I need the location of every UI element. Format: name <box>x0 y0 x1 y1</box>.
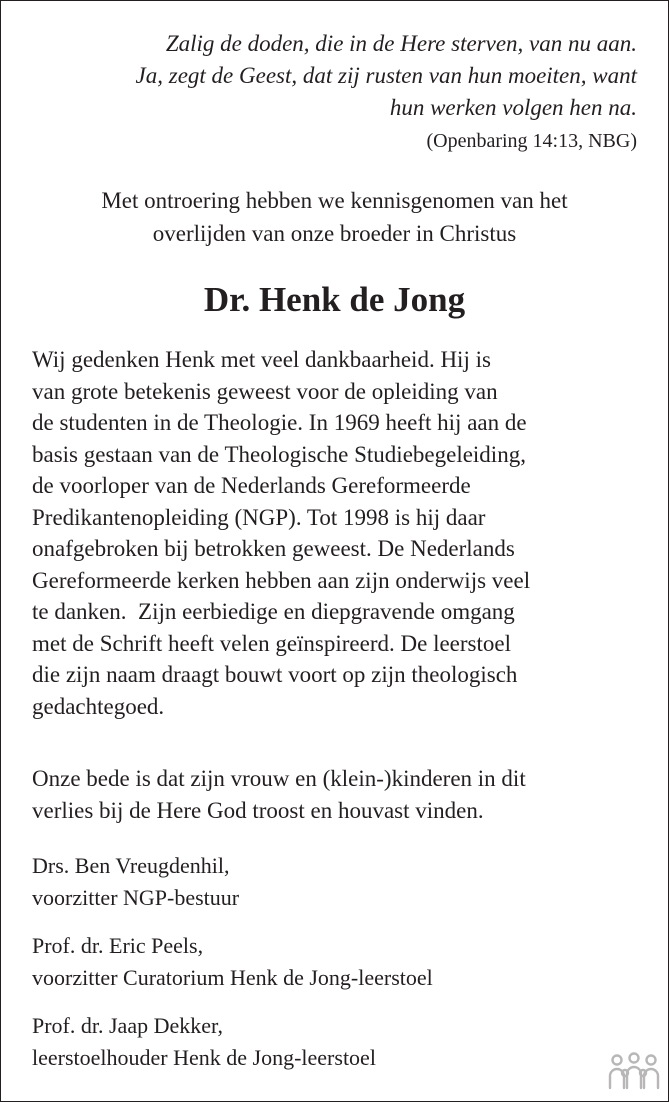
intro-text <box>0 184 669 250</box>
people-group-icon <box>607 1052 661 1092</box>
body-line: basis gestaan van de Theologische Studiebegeleiding, <box>32 441 526 467</box>
intro-line: Met ontroering hebben we kennisgenomen van het <box>101 188 568 213</box>
signature-block <box>32 930 433 994</box>
body-line: die zijn naam draagt bouwt voort op zijn theologisch <box>32 662 518 687</box>
body-line: met de Schrift heeft velen geïnspireerd. De leerstoel <box>32 630 511 656</box>
signer-role: voorzitter NGP-bestuur <box>32 885 240 910</box>
quote-line: hun werken volgen hen na. <box>389 95 637 120</box>
body-line: gedachtegoed. <box>32 693 165 719</box>
body-line: de voorloper van de Nederlands Gereformeerde <box>32 473 471 498</box>
body-line: Gereformeerde kerken hebben aan zijn onderwijs veel <box>32 567 531 593</box>
signer-role: voorzitter Curatorium Henk de Jong-leerstoel <box>32 965 433 990</box>
signature-block <box>32 850 239 914</box>
body-line: Predikantenopleiding (NGP). Tot 1998 is hij daar <box>32 504 486 530</box>
prayer-text <box>32 763 640 827</box>
quote-line: Ja, zegt de Geest, dat zij rusten van hun moeiten, want <box>135 63 637 88</box>
bible-quote <box>37 28 637 124</box>
body-line: te danken. Zijn eerbiedige en diepgravende omgang <box>32 599 515 624</box>
prayer-line: Onze bede is dat zijn vrouw en (klein-)kinderen in dit <box>32 766 526 791</box>
body-line: Wij gedenken Henk met veel dankbaarheid. Hij is <box>32 347 491 372</box>
quote-line: Zalig de doden, die in de Here sterven, van nu aan. <box>165 31 637 56</box>
signature-block <box>32 1010 376 1074</box>
body-line: onafgebroken bij betrokken geweest. De Nederlands <box>32 536 515 561</box>
signer-role: leerstoelhouder Henk de Jong-leerstoel <box>32 1045 376 1070</box>
intro-line: overlijden van onze broeder in Christus <box>152 221 517 246</box>
signer-name: Prof. dr. Eric Peels, <box>32 933 204 958</box>
memorial-text <box>32 344 640 722</box>
quote-reference: (Openbaring 14:13, NBG) <box>426 130 637 152</box>
deceased-name: Dr. Henk de Jong <box>203 280 466 319</box>
prayer-line: verlies bij de Here God troost en houvast vinden. <box>32 798 484 823</box>
body-line: de studenten in de Theologie. In 1969 heeft hij aan de <box>32 410 527 435</box>
signer-name: Prof. dr. Jaap Dekker, <box>32 1013 223 1038</box>
body-line: van grote betekenis geweest voor de opleiding van <box>32 378 498 404</box>
signer-name: Drs. Ben Vreugdenhil, <box>32 853 230 878</box>
